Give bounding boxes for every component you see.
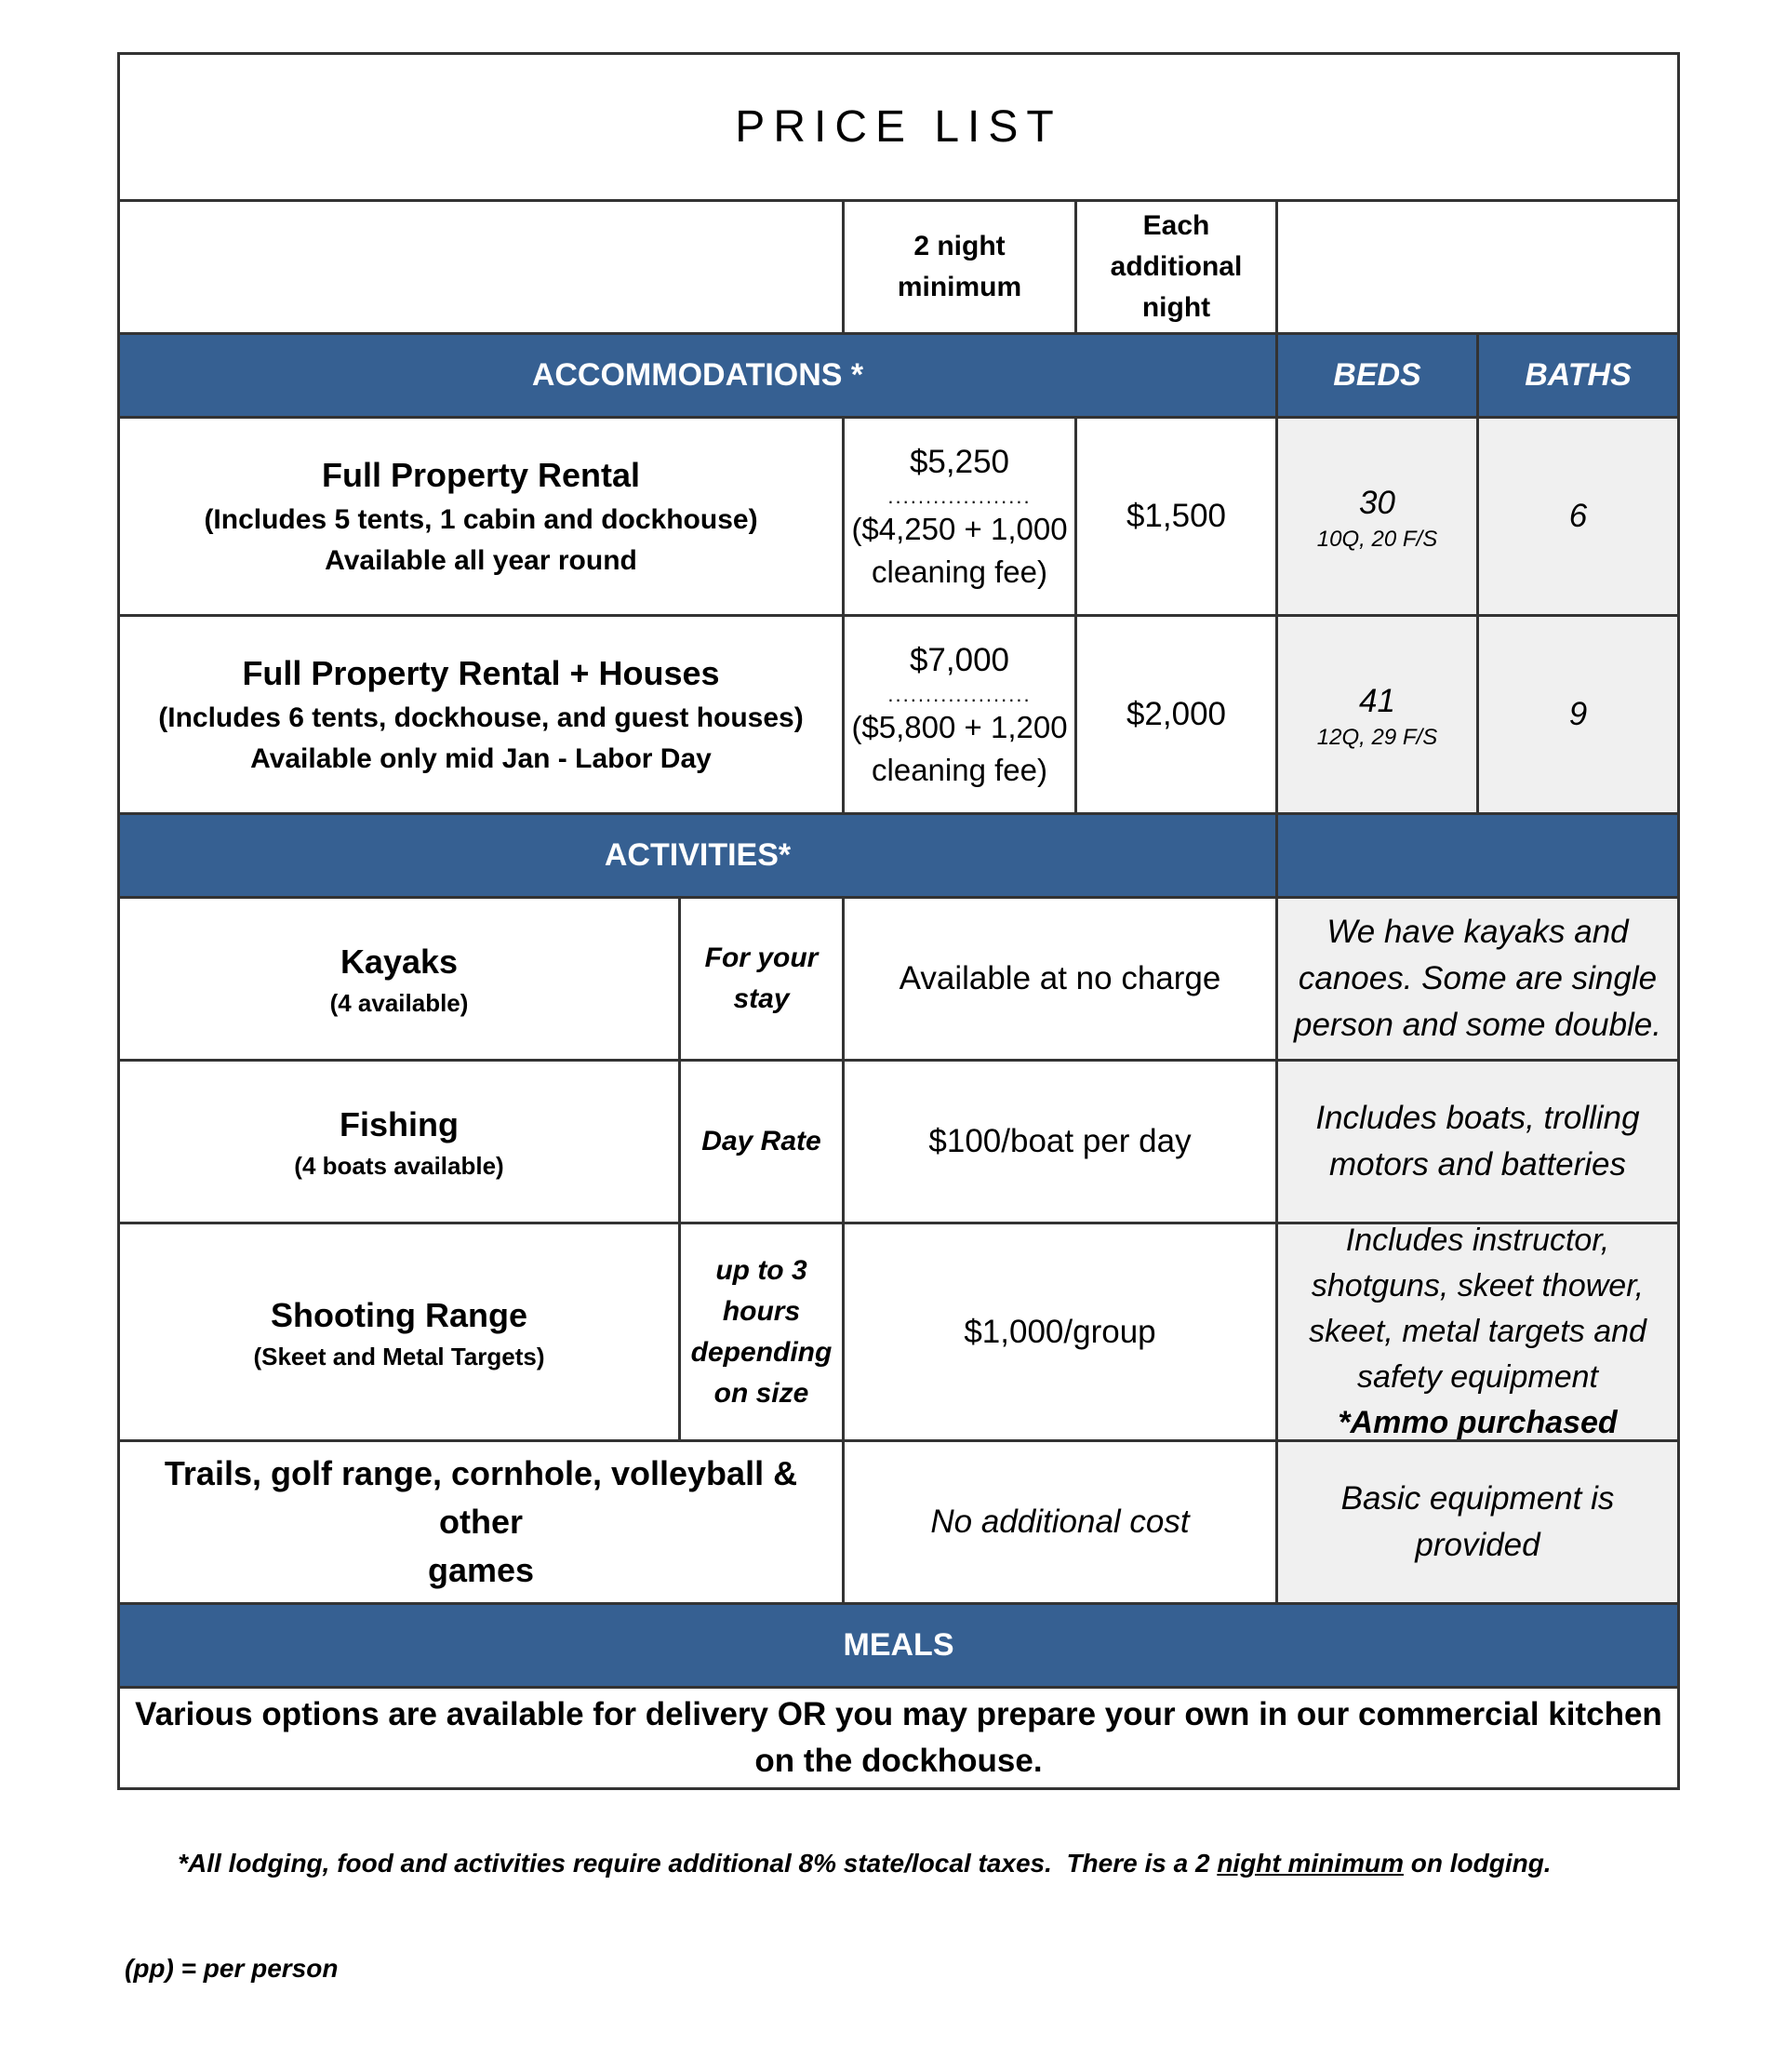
accommodation-1-breakdown-1: ($4,250 + 1,000 — [851, 512, 1068, 546]
shooting-term-3: depending — [690, 1336, 833, 1368]
shooting-note-1: Includes instructor, — [1345, 1223, 1610, 1258]
games-name-1: Trails, golf range, cornhole, volleyball & other — [164, 1454, 798, 1541]
column-header-blank — [1275, 199, 1677, 332]
activities-header-text: ACTIVITIES* — [604, 837, 792, 873]
activity-kayaks-note — [1275, 896, 1677, 1059]
accommodation-1-breakdown-2: cleaning fee) — [872, 555, 1047, 589]
accommodation-1-detail: (Includes 5 tents, 1 cabin and dockhouse) — [204, 504, 758, 535]
accommodation-2-baths: 9 — [1568, 696, 1588, 732]
shooting-name: Shooting Range — [271, 1295, 527, 1334]
fishing-detail: (4 boats available) — [294, 1152, 504, 1180]
kayaks-note-1: We have kayaks and — [1326, 914, 1629, 950]
accommodation-1-dots: ................... — [887, 485, 1032, 508]
kayaks-note-2: canoes. Some are single — [1298, 960, 1658, 996]
activities-header-right — [1275, 812, 1677, 896]
activity-shooting-price — [842, 1222, 1275, 1439]
activity-kayaks-name — [120, 896, 678, 1059]
accommodation-row-1-beds — [1275, 416, 1476, 614]
accommodation-row-1-additional — [1074, 416, 1275, 614]
min-line-2: minimum — [897, 272, 1022, 302]
shooting-note-ammo: *Ammo purchased — [1338, 1405, 1618, 1439]
accommodation-row-1-baths — [1476, 416, 1677, 614]
column-header-additional — [1074, 199, 1275, 332]
tax-footnote — [149, 1819, 1552, 1908]
beds-header — [1275, 332, 1476, 416]
accommodation-2-price: $7,000 — [909, 642, 1010, 678]
beds-header-text: BEDS — [1333, 357, 1421, 393]
shooting-price: $1,000/group — [964, 1313, 1156, 1350]
accommodation-row-2-description — [120, 614, 842, 812]
activity-kayaks-price — [842, 896, 1275, 1059]
page-title — [120, 55, 1677, 199]
accommodation-2-beds-detail: 12Q, 29 F/S — [1316, 725, 1438, 750]
accommodation-1-baths: 6 — [1568, 498, 1588, 534]
meals-text-1: Various options are available for delivery OR you may prepare your own in our commercial kitchen — [135, 1696, 1662, 1732]
shooting-term-2: hours — [722, 1295, 801, 1327]
activities-header — [120, 812, 1275, 896]
accommodation-1-additional: $1,500 — [1126, 498, 1227, 534]
activity-shooting-term — [678, 1222, 842, 1439]
kayaks-name: Kayaks — [340, 942, 459, 981]
shooting-term-1: up to 3 — [715, 1254, 807, 1286]
fishing-name: Fishing — [340, 1105, 459, 1143]
baths-header-text: BATHS — [1525, 357, 1632, 393]
activity-games-price — [842, 1439, 1275, 1602]
meals-text-2: on the dockhouse. — [754, 1743, 1043, 1779]
footnote-text-after: on lodging. — [1403, 1849, 1552, 1878]
accommodation-2-dots: ................... — [887, 683, 1032, 706]
add-line-1: Each — [1142, 210, 1210, 241]
per-person-note — [125, 1954, 338, 1984]
accommodation-2-additional: $2,000 — [1126, 696, 1227, 732]
accommodation-2-name: Full Property Rental + Houses — [242, 654, 720, 692]
activity-fishing-note — [1275, 1059, 1677, 1222]
activity-kayaks-term — [678, 896, 842, 1059]
meals-description — [120, 1686, 1677, 1787]
accommodation-1-name: Full Property Rental — [321, 456, 641, 494]
baths-header — [1476, 332, 1677, 416]
activity-shooting-name — [120, 1222, 678, 1439]
shooting-detail: (Skeet and Metal Targets) — [253, 1342, 545, 1370]
accommodations-header — [120, 332, 1275, 416]
activity-games-note — [1275, 1439, 1677, 1602]
activity-fishing-price — [842, 1059, 1275, 1222]
fishing-note-1: Includes boats, trolling — [1315, 1100, 1640, 1136]
games-name-2: games — [427, 1551, 535, 1589]
per-person-text: (pp) = per person — [125, 1954, 339, 1983]
accommodation-row-2-price — [842, 614, 1074, 812]
accommodation-row-2-baths — [1476, 614, 1677, 812]
accommodation-1-beds-detail: 10Q, 20 F/S — [1316, 527, 1438, 552]
shooting-note-2: shotguns, skeet thower, — [1311, 1268, 1645, 1303]
activity-shooting-note — [1275, 1222, 1677, 1439]
accommodation-1-price: $5,250 — [909, 444, 1010, 480]
activity-fishing-name — [120, 1059, 678, 1222]
kayaks-term-1: For your — [704, 942, 819, 973]
accommodation-row-1-price — [842, 416, 1074, 614]
shooting-term-4: on size — [713, 1377, 809, 1409]
column-header-empty — [120, 199, 842, 332]
column-header-minimum — [842, 199, 1074, 332]
accommodation-1-availability: Available all year round — [325, 545, 637, 576]
footnote-text-before: *All lodging, food and activities require additional 8% state/local taxes. There is a 2 — [178, 1849, 1218, 1878]
min-line-1: 2 night — [913, 231, 1006, 261]
accommodation-2-breakdown-2: cleaning fee) — [872, 753, 1047, 787]
kayaks-detail: (4 available) — [329, 989, 469, 1017]
activity-fishing-term — [678, 1059, 842, 1222]
accommodation-1-beds: 30 — [1359, 485, 1395, 521]
price-table — [117, 52, 1680, 1790]
fishing-note-2: motors and batteries — [1328, 1146, 1627, 1183]
accommodations-header-text: ACCOMMODATIONS * — [531, 357, 864, 393]
accommodation-2-detail: (Includes 6 tents, dockhouse, and guest houses) — [158, 702, 804, 733]
title-text: PRICE LIST — [735, 102, 1062, 152]
kayaks-price: Available at no charge — [899, 960, 1221, 996]
games-price: No additional cost — [930, 1504, 1190, 1540]
accommodation-row-2-additional — [1074, 614, 1275, 812]
activity-games-name — [120, 1439, 842, 1602]
accommodation-2-availability: Available only mid Jan - Labor Day — [250, 743, 712, 774]
meals-header — [120, 1602, 1677, 1686]
accommodation-row-1-description — [120, 416, 842, 614]
shooting-note-3: skeet, metal targets and — [1309, 1314, 1646, 1349]
meals-header-text: MEALS — [843, 1627, 954, 1663]
kayaks-note-3: person and some double. — [1294, 1007, 1661, 1043]
add-line-3: night — [1141, 292, 1211, 323]
accommodation-row-2-beds — [1275, 614, 1476, 812]
fishing-price: $100/boat per day — [928, 1123, 1192, 1159]
games-note-2: provided — [1415, 1527, 1540, 1563]
shooting-note-4: safety equipment — [1357, 1359, 1598, 1395]
games-note-1: Basic equipment is — [1340, 1480, 1615, 1517]
fishing-term-1: Day Rate — [701, 1126, 821, 1156]
kayaks-term-2: stay — [733, 983, 790, 1014]
add-line-2: additional — [1110, 251, 1243, 282]
accommodation-2-breakdown-1: ($5,800 + 1,200 — [851, 710, 1068, 744]
footnote-text-underlined: night minimum — [1217, 1849, 1404, 1878]
accommodation-2-beds: 41 — [1359, 683, 1395, 719]
